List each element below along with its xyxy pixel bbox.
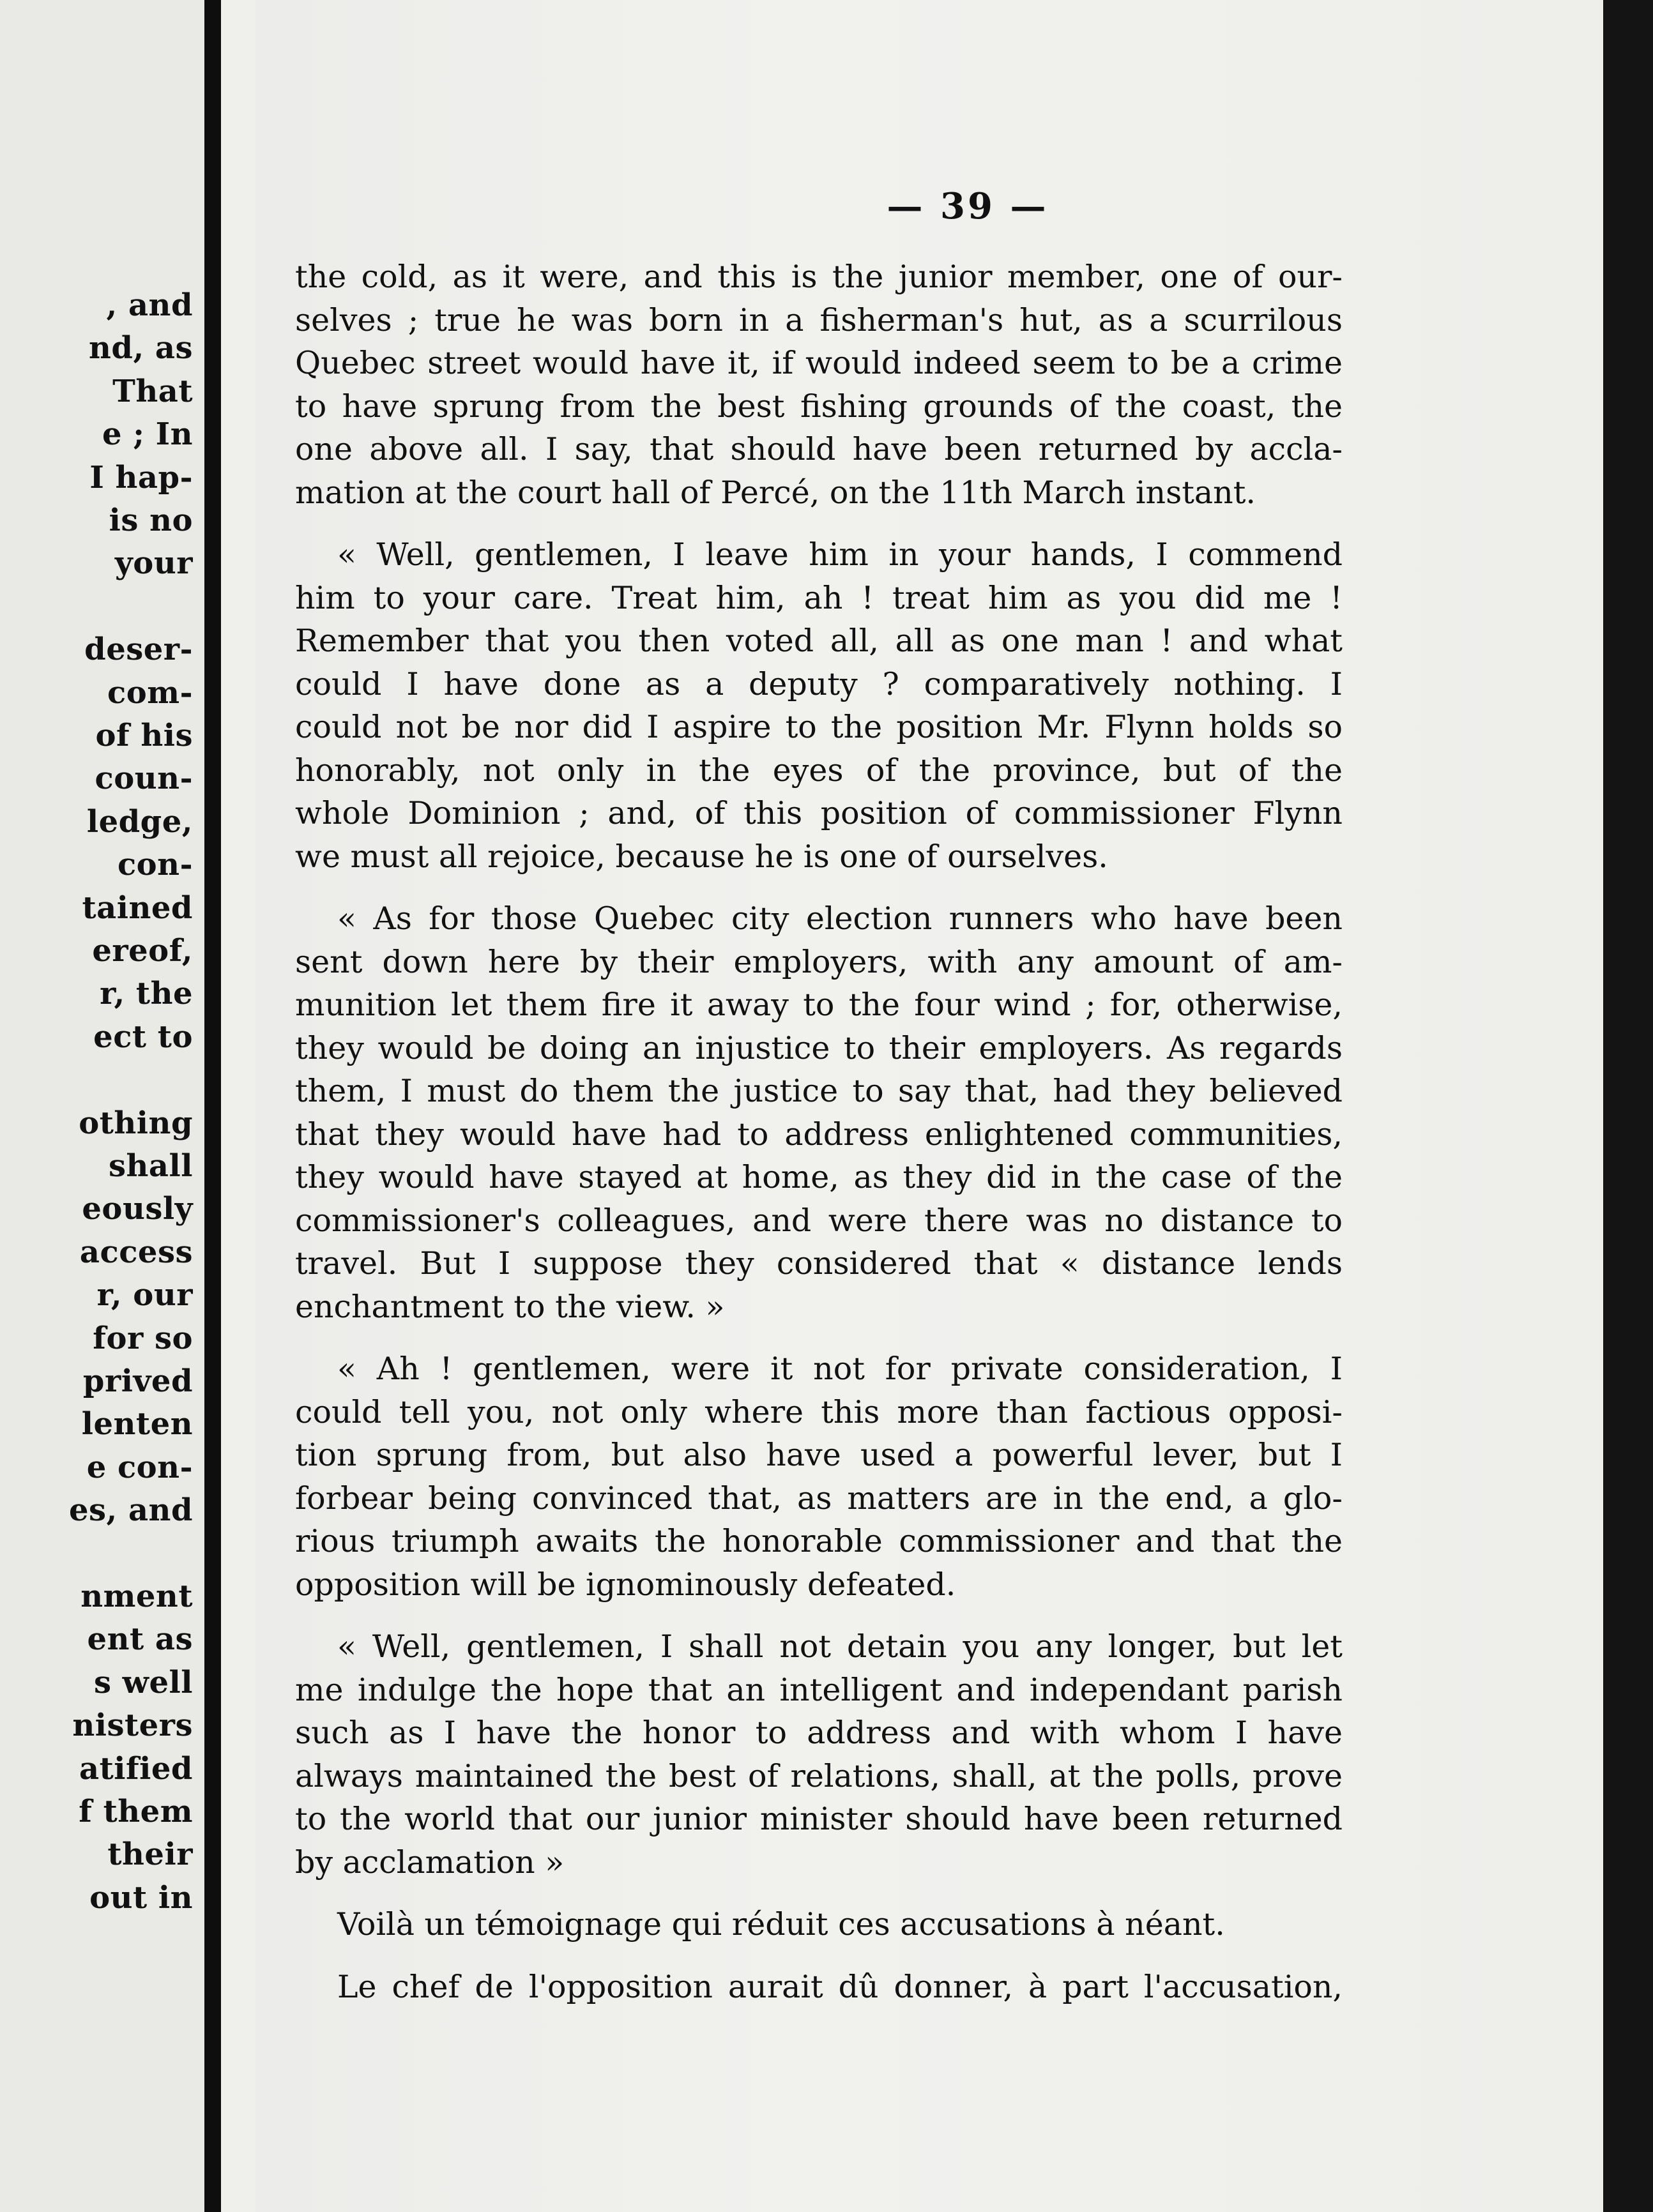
- text-line: « As for those Quebec city election runners who have been: [337, 900, 1343, 937]
- text-line: him to your care. Treat him, ah ! treat him as you did me !: [295, 579, 1343, 616]
- left-page-text-fragment: out in: [89, 1879, 193, 1916]
- left-page-text-fragment: e con-: [86, 1449, 193, 1485]
- text-line: « Well, gentlemen, I leave him in your hands, I commend: [337, 536, 1343, 573]
- left-page-text-fragment: deser-: [84, 632, 193, 668]
- text-line: Voilà un témoignage qui réduit ces accusations à néant.: [337, 1906, 1225, 1943]
- text-line: enchantment to the view. »: [295, 1288, 725, 1325]
- text-line: sent down here by their employers, with any amount of am-: [295, 943, 1343, 980]
- left-page-text-fragment: ereof,: [92, 933, 193, 969]
- left-page-text-fragment: e ; In: [102, 416, 193, 453]
- page-gutter-shadow: [204, 0, 221, 2212]
- text-line: by acclamation »: [295, 1844, 565, 1881]
- text-line: Le chef de l'opposition aurait dû donner, à part l'accusation,: [337, 1968, 1343, 2005]
- page-number: — 39 —: [887, 185, 1049, 227]
- text-line: we must all rejoice, because he is one of ourselves.: [295, 838, 1108, 875]
- left-page-text-fragment: their: [107, 1837, 193, 1873]
- text-line: they would be doing an injustice to their employers. As regards: [295, 1029, 1343, 1066]
- left-page-text-fragment: coun-: [95, 761, 193, 797]
- left-page-text-fragment: I hap-: [89, 459, 193, 496]
- paragraph: [295, 533, 1343, 878]
- text-line: tion sprung from, but also have used a powerful lever, but I: [295, 1437, 1343, 1473]
- text-line: honorably, not only in the eyes of the province, but of the: [295, 752, 1343, 789]
- text-line: opposition will be ignominously defeated.: [295, 1566, 956, 1603]
- left-page-text-fragment: f them: [79, 1794, 193, 1829]
- paragraph: [295, 897, 1343, 1328]
- left-page-text-fragment: tained: [82, 890, 193, 926]
- body-text: [295, 255, 1343, 2027]
- text-line: forbear being convinced that, as matters are in the end, a glo-: [295, 1480, 1343, 1517]
- left-page-text-fragment: ledge,: [86, 803, 193, 840]
- text-line: the cold, as it were, and this is the junior member, one of our-: [295, 259, 1343, 295]
- text-line: could tell you, not only where this more than factious opposi-: [295, 1393, 1343, 1430]
- text-line: whole Dominion ; and, of this position of commissioner Flynn: [295, 795, 1343, 831]
- paragraph: [295, 1625, 1343, 1884]
- left-page-text-fragment: is no: [109, 503, 193, 538]
- left-page-text-fragment: nisters: [72, 1708, 193, 1744]
- left-page-text-fragment: nd, as: [88, 330, 193, 367]
- left-page-text-fragment: That: [112, 373, 193, 409]
- left-page-text-fragment: , and: [106, 287, 193, 323]
- text-line: they would have stayed at home, as they did in the case of the: [295, 1159, 1343, 1195]
- text-line: selves ; true he was born in a fisherman's hut, as a scurrilous: [295, 301, 1343, 338]
- text-line: could not be nor did I aspire to the position Mr. Flynn holds so: [295, 709, 1343, 745]
- text-line: that they would have had to address enlightened communities,: [295, 1116, 1343, 1153]
- left-page-fragment: [0, 0, 204, 2212]
- scan-border: [1603, 0, 1653, 2212]
- text-line: « Well, gentlemen, I shall not detain you any longer, but let: [337, 1628, 1343, 1665]
- left-page-text-fragment: ect to: [93, 1019, 193, 1055]
- paragraph: [295, 1966, 1343, 2009]
- text-line: such as I have the honor to address and with whom I have: [295, 1715, 1343, 1751]
- text-line: commissioner's colleagues, and were there was no distance to: [295, 1202, 1343, 1239]
- left-page-text-fragment: nment: [80, 1579, 193, 1614]
- text-line: me indulge the hope that an intelligent and independant parish: [295, 1671, 1343, 1708]
- left-page-text-fragment: con-: [117, 847, 193, 883]
- paragraph: [295, 1903, 1343, 1946]
- left-page-text-fragment: ent as: [87, 1621, 193, 1658]
- left-page-text-fragment: es, and: [68, 1492, 193, 1529]
- left-page-text-fragment: atified: [79, 1750, 193, 1787]
- text-line: Remember that you then voted all, all as one man ! and what: [295, 623, 1343, 659]
- text-line: travel. But I suppose they considered that « distance lends: [295, 1245, 1343, 1282]
- left-page-text-fragment: of his: [95, 718, 193, 754]
- right-page: [255, 0, 1603, 2212]
- text-line: one above all. I say, that should have been returned by accla-: [295, 431, 1343, 467]
- left-page-text-fragment: r, our: [96, 1277, 193, 1314]
- left-page-text-fragment: prived: [82, 1363, 193, 1399]
- left-page-text-fragment: r, the: [100, 976, 193, 1012]
- text-line: them, I must do them the justice to say that, had they believed: [295, 1073, 1343, 1109]
- text-line: Quebec street would have it, if would indeed seem to be a crime: [295, 345, 1343, 381]
- left-page-text-fragment: for so: [93, 1320, 193, 1356]
- left-page-text-fragment: eously: [82, 1191, 193, 1227]
- text-line: mation at the court hall of Percé, on the 11th March instant.: [295, 474, 1256, 511]
- text-line: munition let them fire it away to the four wind ; for, otherwise,: [295, 987, 1343, 1023]
- left-page-text-fragment: s well: [93, 1664, 193, 1701]
- left-page-text-fragment: lenten: [81, 1406, 193, 1443]
- text-line: to have sprung from the best fishing grounds of the coast, the: [295, 388, 1343, 425]
- paragraph: [295, 255, 1343, 514]
- left-page-text-fragment: othing: [79, 1105, 193, 1141]
- left-page-text-fragment: shall: [109, 1148, 193, 1184]
- left-page-text-fragment: com-: [107, 674, 193, 711]
- page-gutter: [221, 0, 255, 2212]
- left-page-text-fragment: your: [114, 545, 193, 582]
- left-page-text-fragment: access: [79, 1234, 193, 1270]
- paragraph: [295, 1347, 1343, 1606]
- text-line: always maintained the best of relations, shall, at the polls, prove: [295, 1757, 1343, 1794]
- text-line: to the world that our junior minister should have been returned: [295, 1801, 1343, 1837]
- text-line: could I have done as a deputy ? comparatively nothing. I: [295, 665, 1343, 702]
- text-line: rious triumph awaits the honorable commissioner and that the: [295, 1523, 1343, 1559]
- text-line: « Ah ! gentlemen, were it not for private consideration, I: [337, 1351, 1343, 1387]
